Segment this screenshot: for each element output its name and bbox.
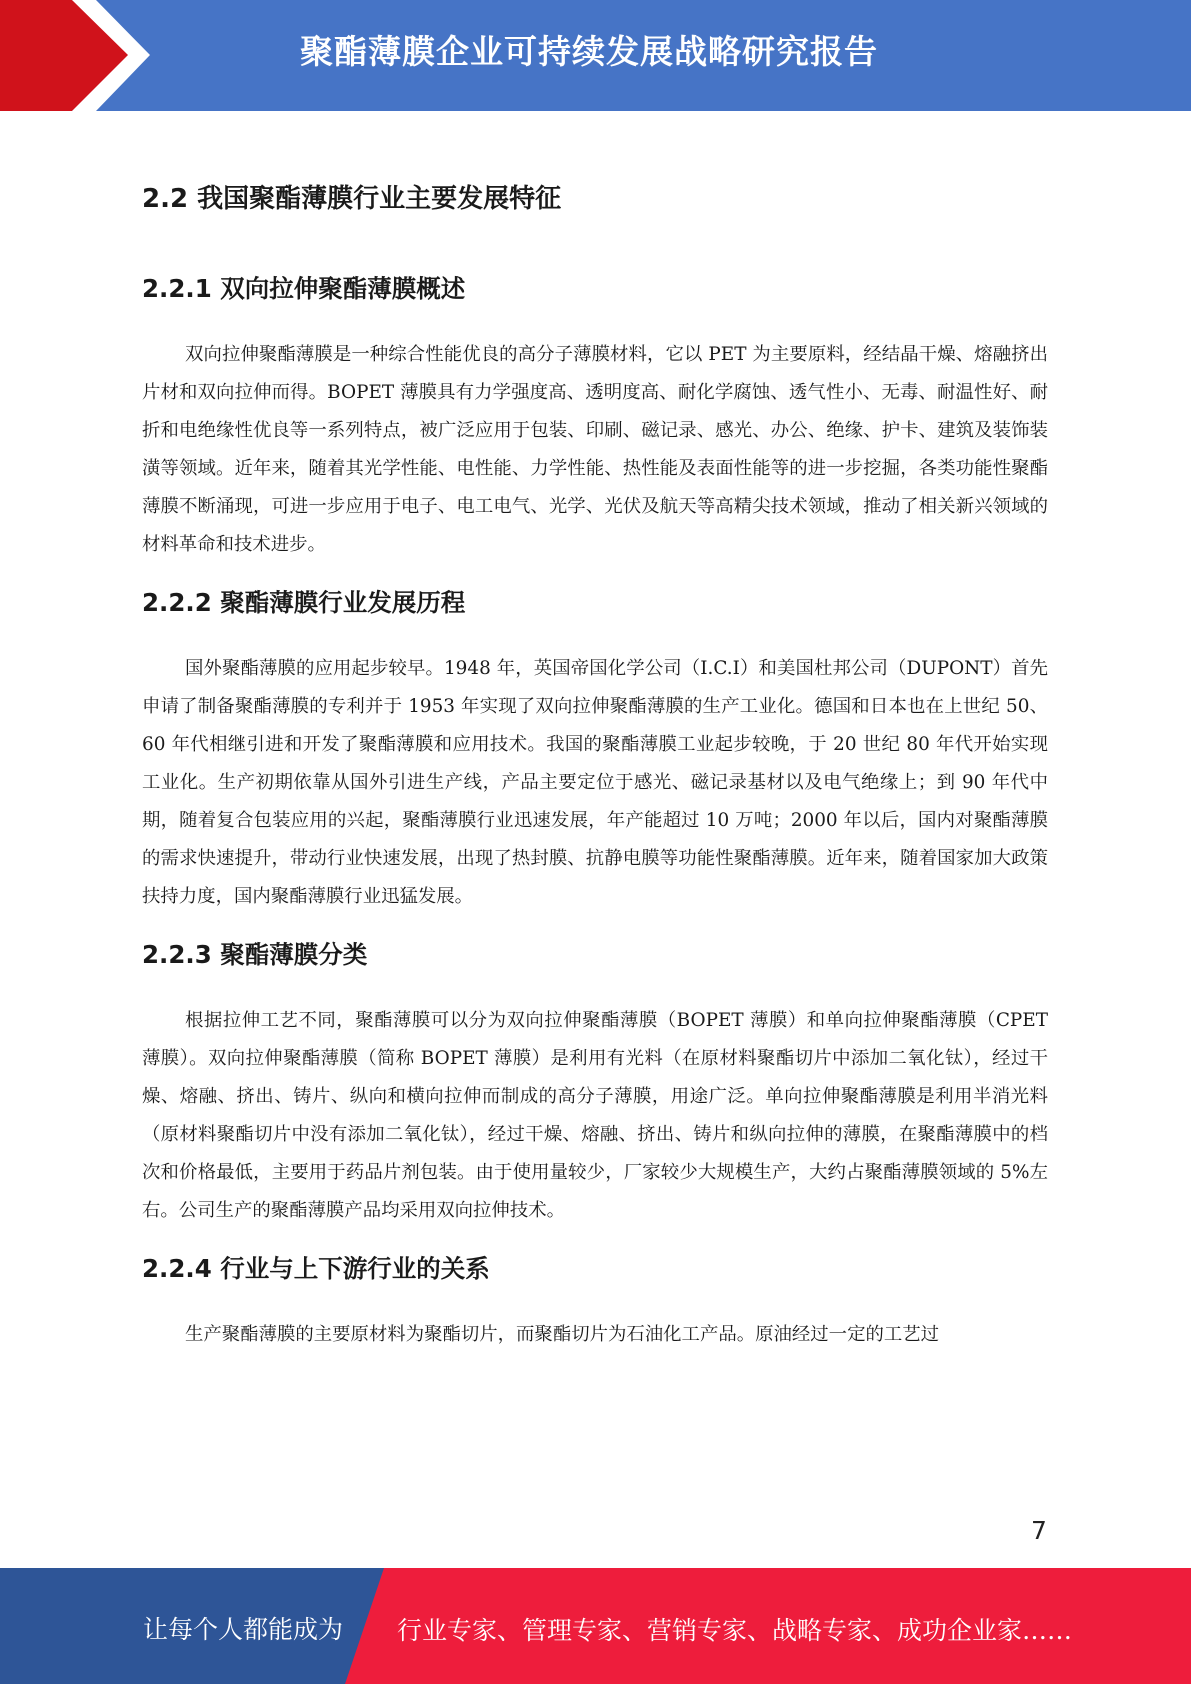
paragraph-2-2-4: 生产聚酯薄膜的主要原材料为聚酯切片，而聚酯切片为石油化工产品。原油经过一定的工艺过 [185,1324,940,1345]
page-footer [0,1568,1191,1684]
subsection-heading-2-2-2: 2.2.2 聚酯薄膜行业发展历程 [142,588,466,617]
subsection-heading-2-2-3: 2.2.3 聚酯薄膜分类 [142,940,368,969]
footer-slogan-left: 让每个人都能成为 [143,1615,344,1644]
paragraph-2-2-1: 双向拉伸聚酯薄膜是一种综合性能优良的高分子薄膜材料，它以 PET 为主要原料，经结晶干燥、熔融挤出片材和双向拉伸而得。BOPET 薄膜具有力学强度高、透明度高、耐化学腐蚀、透气性小、无毒、耐温性好、耐折和电绝缘性优良等一系列特点，被广泛应用于包装、印刷、磁记录、感光、办公、绝缘、护卡、建筑及装饰装潢等领域。近年来，随着其光学性能、电性能、力学性能、热性能及表面性能等的进一步挖掘，各类功能性聚酯薄膜不断涌现，可进一步应用于电子、电工电气、光学、光伏及航天等高精尖技术领域，推动了相关新兴领域的材料革命和技术进步。 [142,344,1048,555]
page-number: 7 [1031,1516,1047,1545]
paragraph-2-2-2: 国外聚酯薄膜的应用起步较早。1948 年，英国帝国化学公司（I.C.I）和美国杜邦公司（DUPONT）首先申请了制备聚酯薄膜的专利并于 1953 年实现了双向拉伸聚酯薄膜的生产工业化。德国和日本也在上世纪 50、60 年代相继引进和开发了聚酯薄膜和应用技术。我国的聚酯薄膜工业起步较晚，于 20 世纪 80 年代开始实现工业化。生产初期依靠从国外引进生产线，产品主要定位于感光、磁记录基材以及电气绝缘上；到 90 年代中期，随着复合包装应用的兴起，聚酯薄膜行业迅速发展，年产能超过 10 万吨；2000 年以后，国内对聚酯薄膜的需求快速提升，带动行业快速发展，出现了热封膜、抗静电膜等功能性聚酯薄膜。近年来，随着国家加大政策扶持力度，国内聚酯薄膜行业迅猛发展。 [142,658,1048,907]
subsection-heading-2-2-1: 2.2.1 双向拉伸聚酯薄膜概述 [142,274,466,303]
page-header [0,0,1191,111]
footer-slogan-right: 行业专家、管理专家、营销专家、战略专家、成功企业家…… [397,1616,1073,1645]
report-title: 聚酯薄膜企业可持续发展战略研究报告 [300,32,878,71]
paragraph-2-2-3: 根据拉伸工艺不同，聚酯薄膜可以分为双向拉伸聚酯薄膜（BOPET 薄膜）和单向拉伸聚酯薄膜（CPET 薄膜）。双向拉伸聚酯薄膜（简称 BOPET 薄膜）是利用有光料（在原材料聚酯切片中添加二氧化钛），经过干燥、熔融、挤出、铸片、纵向和横向拉伸而制成的高分子薄膜，用途广泛。单向拉伸聚酯薄膜是利用半消光料（原材料聚酯切片中没有添加二氧化钛），经过干燥、熔融、挤出、铸片和纵向拉伸的薄膜，在聚酯薄膜中的档次和价格最低，主要用于药品片剂包装。由于使用量较少，厂家较少大规模生产，大约占聚酯薄膜领域的 5%左右。公司生产的聚酯薄膜产品均采用双向拉伸技术。 [142,1010,1048,1221]
section-heading: 2.2 我国聚酯薄膜行业主要发展特征 [142,184,562,214]
subsection-heading-2-2-4: 2.2.4 行业与上下游行业的关系 [142,1254,490,1283]
document-body [142,180,1048,1374]
